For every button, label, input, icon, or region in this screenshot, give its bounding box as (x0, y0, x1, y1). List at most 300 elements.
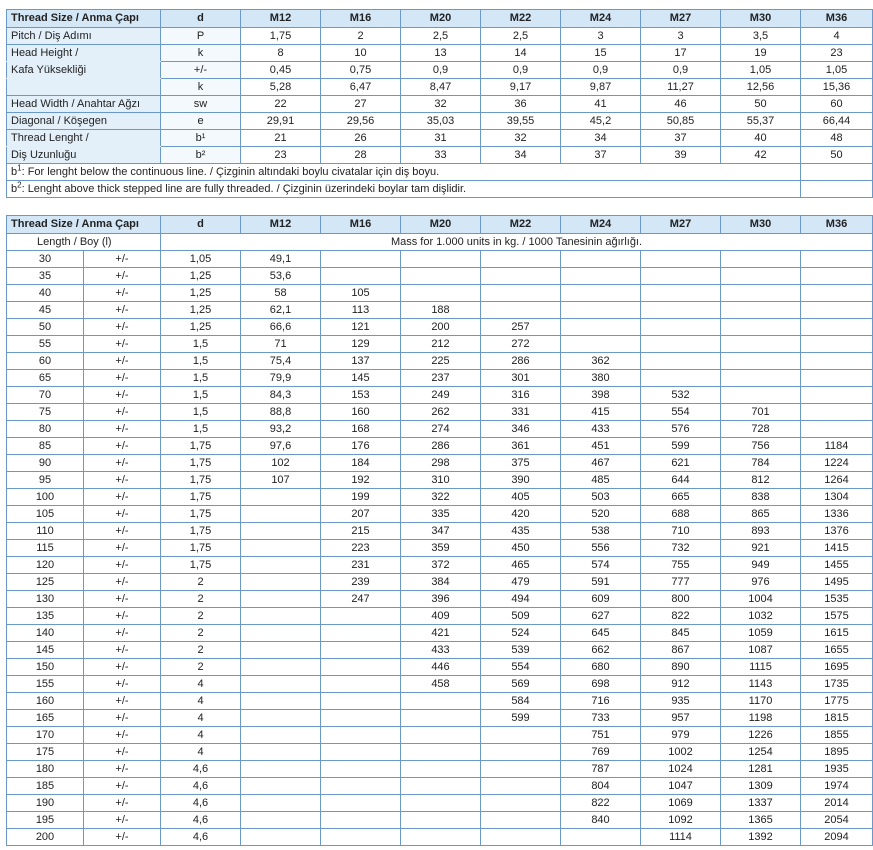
mass-cell: 621 (641, 455, 721, 472)
mass-cell: 921 (721, 540, 801, 557)
tolerance-cell: +/- (84, 421, 161, 438)
value-cell: 0,75 (321, 62, 401, 79)
mass-cell: 467 (561, 455, 641, 472)
mass-cell: 446 (401, 659, 481, 676)
value-cell: 34 (481, 147, 561, 164)
mass-cell: 1304 (801, 489, 873, 506)
value-cell: 2 (321, 28, 401, 45)
size-header: M12 (241, 216, 321, 234)
mass-cell: 576 (641, 421, 721, 438)
mass-row (7, 285, 873, 302)
mass-cell: 1087 (721, 642, 801, 659)
dimension-row (7, 130, 873, 147)
mass-table (6, 215, 873, 846)
value-cell: 48 (801, 130, 873, 147)
value-cell: 1,05 (721, 62, 801, 79)
mass-cell (241, 625, 321, 642)
mass-cell (321, 625, 401, 642)
mass-subheader-row (7, 234, 873, 251)
deviation-cell: 4 (161, 693, 241, 710)
mass-cell (401, 761, 481, 778)
mass-cell: 812 (721, 472, 801, 489)
mass-cell: 409 (401, 608, 481, 625)
mass-cell: 79,9 (241, 370, 321, 387)
mass-cell: 58 (241, 285, 321, 302)
mass-cell (401, 778, 481, 795)
value-cell: 9,87 (561, 79, 641, 96)
dimension-row (7, 79, 873, 96)
footnote-sup: 2 (17, 180, 22, 190)
value-cell: 26 (321, 130, 401, 147)
value-cell: 40 (721, 130, 801, 147)
mass-cell: 680 (561, 659, 641, 676)
mass-row (7, 540, 873, 557)
mass-cell: 62,1 (241, 302, 321, 319)
mass-cell (721, 336, 801, 353)
mass-cell (401, 251, 481, 268)
value-cell: 23 (241, 147, 321, 164)
mass-cell (721, 302, 801, 319)
value-cell: 45,2 (561, 113, 641, 130)
mass-cell: 316 (481, 387, 561, 404)
mass-row (7, 302, 873, 319)
value-cell: 46 (641, 96, 721, 113)
mass-cell: 728 (721, 421, 801, 438)
deviation-cell: 1,75 (161, 540, 241, 557)
mass-cell: 2054 (801, 812, 873, 829)
tolerance-cell: +/- (84, 370, 161, 387)
tolerance-cell: +/- (84, 625, 161, 642)
length-cell: 130 (7, 591, 84, 608)
mass-cell: 168 (321, 421, 401, 438)
mass-cell: 1974 (801, 778, 873, 795)
mass-row (7, 829, 873, 846)
mass-cell: 450 (481, 540, 561, 557)
mass-cell (481, 285, 561, 302)
mass-cell: 160 (321, 404, 401, 421)
length-cell: 45 (7, 302, 84, 319)
mass-cell (241, 693, 321, 710)
value-cell: 5,28 (241, 79, 321, 96)
deviation-cell: 1,5 (161, 370, 241, 387)
value-cell: 2,5 (401, 28, 481, 45)
value-cell: 29,56 (321, 113, 401, 130)
value-cell: 9,17 (481, 79, 561, 96)
value-cell: 3,5 (721, 28, 801, 45)
tolerance-cell: +/- (84, 489, 161, 506)
mass-cell: 1855 (801, 727, 873, 744)
tolerance-cell: +/- (84, 251, 161, 268)
mass-cell: 574 (561, 557, 641, 574)
row-label: Diş Uzunluğu (7, 147, 161, 164)
mass-row (7, 370, 873, 387)
tolerance-cell: +/- (84, 438, 161, 455)
mass-cell (321, 659, 401, 676)
mass-cell (321, 693, 401, 710)
mass-cell: 822 (561, 795, 641, 812)
value-cell: 11,27 (641, 79, 721, 96)
tolerance-cell: +/- (84, 608, 161, 625)
mass-cell (721, 319, 801, 336)
mass-cell: 1337 (721, 795, 801, 812)
length-cell: 55 (7, 336, 84, 353)
tolerance-cell: +/- (84, 472, 161, 489)
mass-cell: 274 (401, 421, 481, 438)
footnote-b1 (7, 164, 801, 181)
mass-cell (561, 319, 641, 336)
value-cell: 32 (401, 96, 481, 113)
tolerance-cell: +/- (84, 523, 161, 540)
mass-cell: 822 (641, 608, 721, 625)
mass-row (7, 438, 873, 455)
mass-cell: 97,6 (241, 438, 321, 455)
mass-cell (241, 659, 321, 676)
length-cell: 85 (7, 438, 84, 455)
mass-cell: 129 (321, 336, 401, 353)
mass-cell (241, 523, 321, 540)
row-symbol: k (161, 45, 241, 62)
mass-cell: 1224 (801, 455, 873, 472)
mass-row (7, 421, 873, 438)
length-cell: 165 (7, 710, 84, 727)
mass-cell: 390 (481, 472, 561, 489)
tolerance-cell: +/- (84, 795, 161, 812)
deviation-cell: 1,25 (161, 319, 241, 336)
mass-cell: 479 (481, 574, 561, 591)
mass-cell: 237 (401, 370, 481, 387)
mass-cell: 584 (481, 693, 561, 710)
mass-cell (241, 812, 321, 829)
deviation-cell: 1,75 (161, 489, 241, 506)
mass-cell: 199 (321, 489, 401, 506)
mass-cell: 890 (641, 659, 721, 676)
mass-cell (241, 778, 321, 795)
mass-cell: 380 (561, 370, 641, 387)
tolerance-cell: +/- (84, 455, 161, 472)
mass-cell: 433 (401, 642, 481, 659)
size-header: M24 (561, 216, 641, 234)
mass-cell: 331 (481, 404, 561, 421)
row-symbol: b¹ (161, 130, 241, 147)
deviation-cell: 4 (161, 727, 241, 744)
mass-row (7, 557, 873, 574)
tolerance-cell: +/- (84, 268, 161, 285)
mass-cell (641, 285, 721, 302)
mass-cell: 1415 (801, 540, 873, 557)
value-cell: 33 (401, 147, 481, 164)
deviation-cell: 4,6 (161, 829, 241, 846)
mass-cell: 451 (561, 438, 641, 455)
tolerance-cell: +/- (84, 319, 161, 336)
mass-row (7, 812, 873, 829)
mass-cell: 1495 (801, 574, 873, 591)
value-cell: 50,85 (641, 113, 721, 130)
mass-cell (321, 761, 401, 778)
mass-cell: 509 (481, 608, 561, 625)
symbol-header: d (161, 10, 241, 28)
mass-cell: 346 (481, 421, 561, 438)
length-cell: 115 (7, 540, 84, 557)
mass-cell (481, 251, 561, 268)
mass-row (7, 608, 873, 625)
footnote-row (7, 164, 873, 181)
row-symbol: +/- (161, 62, 241, 79)
mass-cell: 520 (561, 506, 641, 523)
mass-cell: 53,6 (241, 268, 321, 285)
mass-cell (481, 812, 561, 829)
length-cell: 190 (7, 795, 84, 812)
mass-cell: 845 (641, 625, 721, 642)
mass-cell (241, 489, 321, 506)
mass-cell: 912 (641, 676, 721, 693)
mass-cell: 524 (481, 625, 561, 642)
mass-cell (241, 795, 321, 812)
value-cell: 19 (721, 45, 801, 62)
mass-cell (401, 744, 481, 761)
length-cell: 150 (7, 659, 84, 676)
mass-cell: 71 (241, 336, 321, 353)
value-cell: 8 (241, 45, 321, 62)
length-cell: 105 (7, 506, 84, 523)
length-cell: 50 (7, 319, 84, 336)
tolerance-cell: +/- (84, 642, 161, 659)
dimension-row (7, 96, 873, 113)
mass-cell: 1735 (801, 676, 873, 693)
deviation-cell: 4,6 (161, 795, 241, 812)
mass-cell: 435 (481, 523, 561, 540)
mass-cell: 420 (481, 506, 561, 523)
mass-cell: 286 (401, 438, 481, 455)
mass-cell (241, 591, 321, 608)
value-cell: 66,44 (801, 113, 873, 130)
mass-cell: 1184 (801, 438, 873, 455)
mass-cell: 569 (481, 676, 561, 693)
mass-cell: 777 (641, 574, 721, 591)
mass-row (7, 727, 873, 744)
mass-cell (481, 744, 561, 761)
tolerance-cell: +/- (84, 302, 161, 319)
length-cell: 80 (7, 421, 84, 438)
tolerance-cell: +/- (84, 727, 161, 744)
mass-cell: 591 (561, 574, 641, 591)
mass-row (7, 659, 873, 676)
mass-cell: 375 (481, 455, 561, 472)
deviation-cell: 1,25 (161, 285, 241, 302)
footnote-b2 (7, 181, 801, 198)
mass-cell: 347 (401, 523, 481, 540)
mass-cell: 1115 (721, 659, 801, 676)
mass-cell (801, 336, 873, 353)
value-cell: 12,56 (721, 79, 801, 96)
mass-cell (801, 353, 873, 370)
length-cell: 180 (7, 761, 84, 778)
tolerance-cell: +/- (84, 353, 161, 370)
mass-cell (321, 744, 401, 761)
tolerance-cell: +/- (84, 812, 161, 829)
mass-cell: 538 (561, 523, 641, 540)
value-cell: 3 (561, 28, 641, 45)
value-cell: 8,47 (401, 79, 481, 96)
mass-cell: 1024 (641, 761, 721, 778)
mass-header-row (7, 216, 873, 234)
mass-cell (321, 727, 401, 744)
mass-cell: 627 (561, 608, 641, 625)
length-cell: 90 (7, 455, 84, 472)
mass-cell: 838 (721, 489, 801, 506)
mass-cell: 465 (481, 557, 561, 574)
mass-cell (641, 370, 721, 387)
mass-cell: 415 (561, 404, 641, 421)
length-cell: 125 (7, 574, 84, 591)
mass-row (7, 319, 873, 336)
mass-cell: 84,3 (241, 387, 321, 404)
mass-cell: 192 (321, 472, 401, 489)
mass-cell: 751 (561, 727, 641, 744)
mass-cell (801, 268, 873, 285)
deviation-cell: 2 (161, 608, 241, 625)
mass-cell: 1615 (801, 625, 873, 642)
mass-cell: 212 (401, 336, 481, 353)
mass-cell: 1815 (801, 710, 873, 727)
size-header: M20 (401, 10, 481, 28)
deviation-cell: 2 (161, 642, 241, 659)
deviation-cell: 1,5 (161, 353, 241, 370)
mass-cell (401, 812, 481, 829)
length-cell: 110 (7, 523, 84, 540)
row-label (7, 79, 161, 96)
value-cell: 36 (481, 96, 561, 113)
row-label: Pitch / Diş Adımı (7, 28, 161, 45)
mass-cell (641, 251, 721, 268)
mass-cell (241, 608, 321, 625)
footnote-sup: 1 (17, 163, 22, 173)
deviation-cell: 4 (161, 676, 241, 693)
deviation-cell: 4 (161, 744, 241, 761)
mass-cell: 1254 (721, 744, 801, 761)
mass-cell: 272 (481, 336, 561, 353)
mass-cell: 301 (481, 370, 561, 387)
value-cell: 50 (801, 147, 873, 164)
mass-row (7, 404, 873, 421)
dimension-row (7, 45, 873, 62)
mass-cell (481, 778, 561, 795)
mass-cell: 1392 (721, 829, 801, 846)
value-cell: 17 (641, 45, 721, 62)
row-symbol: b² (161, 147, 241, 164)
value-cell: 15,36 (801, 79, 873, 96)
deviation-cell: 4,6 (161, 761, 241, 778)
value-cell: 1,05 (801, 62, 873, 79)
mass-row (7, 676, 873, 693)
mass-cell: 599 (641, 438, 721, 455)
mass-cell: 554 (641, 404, 721, 421)
size-header: M24 (561, 10, 641, 28)
mass-cell: 1047 (641, 778, 721, 795)
value-cell: 35,03 (401, 113, 481, 130)
value-cell: 0,9 (401, 62, 481, 79)
mass-row (7, 387, 873, 404)
mass-cell: 1281 (721, 761, 801, 778)
mass-unit-note: Mass for 1.000 units in kg. / 1000 Tanesinin ağırlığı. (161, 234, 873, 251)
mass-cell: 286 (481, 353, 561, 370)
length-cell: 170 (7, 727, 84, 744)
deviation-cell: 1,5 (161, 404, 241, 421)
dimension-row (7, 28, 873, 45)
mass-row (7, 506, 873, 523)
size-header: M27 (641, 10, 721, 28)
mass-cell: 1575 (801, 608, 873, 625)
length-cell: 200 (7, 829, 84, 846)
mass-cell (321, 812, 401, 829)
mass-cell (241, 710, 321, 727)
value-cell: 0,9 (641, 62, 721, 79)
mass-cell (481, 268, 561, 285)
mass-cell: 554 (481, 659, 561, 676)
mass-cell (241, 642, 321, 659)
deviation-cell: 4,6 (161, 812, 241, 829)
mass-cell (241, 506, 321, 523)
mass-cell: 732 (641, 540, 721, 557)
mass-cell (561, 336, 641, 353)
mass-cell (561, 302, 641, 319)
size-header: M22 (481, 216, 561, 234)
mass-row (7, 268, 873, 285)
mass-cell: 1069 (641, 795, 721, 812)
length-cell: 35 (7, 268, 84, 285)
mass-cell (401, 795, 481, 812)
mass-cell: 1114 (641, 829, 721, 846)
length-cell: 30 (7, 251, 84, 268)
row-symbol: e (161, 113, 241, 130)
mass-cell (801, 302, 873, 319)
dimension-row (7, 147, 873, 164)
footnote-mark: b (11, 166, 18, 178)
mass-cell (561, 251, 641, 268)
mass-row (7, 455, 873, 472)
deviation-cell: 1,25 (161, 268, 241, 285)
mass-cell (641, 353, 721, 370)
mass-cell (481, 727, 561, 744)
length-cell: 65 (7, 370, 84, 387)
mass-cell (721, 387, 801, 404)
mass-cell: 769 (561, 744, 641, 761)
mass-cell: 733 (561, 710, 641, 727)
mass-cell: 784 (721, 455, 801, 472)
mass-row (7, 778, 873, 795)
mass-cell: 1895 (801, 744, 873, 761)
dimension-row (7, 62, 873, 79)
mass-cell (801, 387, 873, 404)
mass-cell (241, 829, 321, 846)
mass-body (7, 251, 873, 846)
row-label: Diagonal / Köşegen (7, 113, 161, 130)
mass-cell (481, 761, 561, 778)
value-cell: 2,5 (481, 28, 561, 45)
row-symbol: P (161, 28, 241, 45)
mass-row (7, 336, 873, 353)
mass-cell (721, 251, 801, 268)
value-cell: 4 (801, 28, 873, 45)
mass-cell: 644 (641, 472, 721, 489)
mass-cell: 249 (401, 387, 481, 404)
tolerance-cell: +/- (84, 285, 161, 302)
deviation-cell: 1,5 (161, 387, 241, 404)
mass-cell: 231 (321, 557, 401, 574)
length-cell: 140 (7, 625, 84, 642)
value-cell: 22 (241, 96, 321, 113)
mass-cell: 1455 (801, 557, 873, 574)
mass-cell: 609 (561, 591, 641, 608)
